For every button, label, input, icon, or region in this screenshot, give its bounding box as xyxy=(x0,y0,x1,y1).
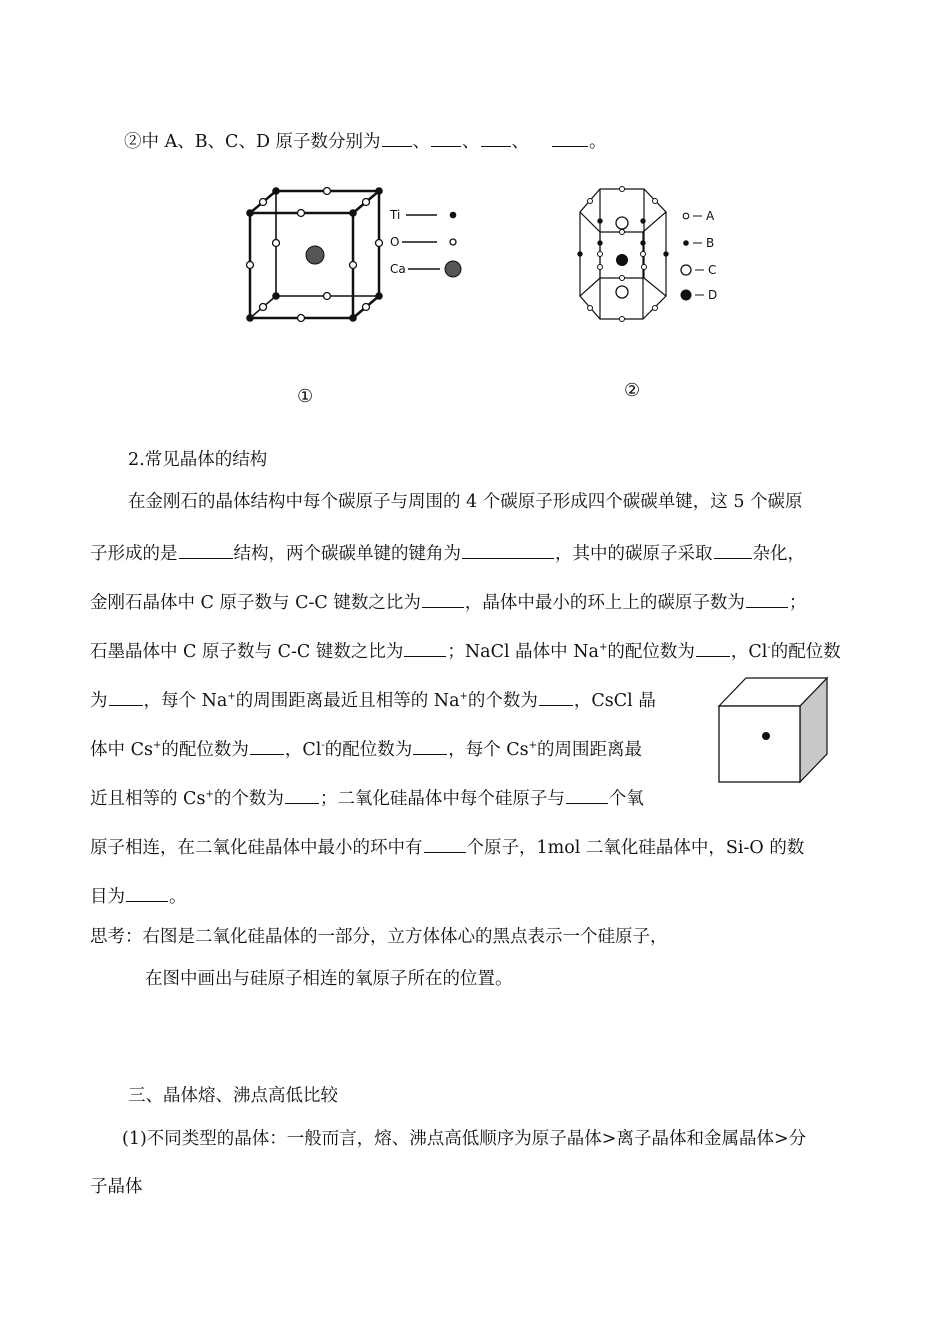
charge-plus: + xyxy=(205,789,214,800)
question-line xyxy=(124,128,607,154)
silicon-atom-dot xyxy=(762,732,770,740)
text-run: 石墨晶体中 C 原子数与 C-C 键数之比为 xyxy=(90,642,404,662)
text-run: 的配位数为 xyxy=(161,740,249,760)
answer-blank[interactable] xyxy=(714,540,752,559)
text-run: 个原子，1mol 二氧化硅晶体中，Si-O 的数 xyxy=(466,838,805,858)
text-run: 金刚石晶体中 C 原子数与 C-C 键数之比为 xyxy=(90,593,421,613)
text-run: ；二氧化硅晶体中每个硅原子与 xyxy=(319,789,565,809)
text-run: 子形成的是 xyxy=(90,544,178,564)
text-run: ，晶体中最小的环上上的碳原子数为 xyxy=(464,593,745,613)
paragraph-line xyxy=(90,736,642,762)
text-run: 体中 Cs xyxy=(90,740,153,760)
section2-title: 2.常见晶体的结构 xyxy=(128,450,268,470)
charge-plus: + xyxy=(227,691,236,702)
separator: 、 xyxy=(412,132,431,152)
paragraph-line xyxy=(90,638,841,664)
legend-ca xyxy=(390,261,461,277)
answer-blank[interactable] xyxy=(539,687,573,706)
paragraph-line xyxy=(128,490,803,514)
answer-blank[interactable] xyxy=(179,540,233,559)
paragraph-line: (1)不同类型的晶体：一般而言，熔、沸点高低顺序为原子晶体>离子晶体和金属晶体>分 xyxy=(122,1129,807,1149)
text-run: 近且相等的 Cs xyxy=(90,789,206,809)
text-run: ，其中的碳原子采取 xyxy=(555,544,713,564)
text-run: 在金刚石的晶体结构中每个碳原子与周围的 4 个碳原子形成四个碳碳单键，这 5 个碳原 xyxy=(128,492,803,512)
charge-plus: + xyxy=(152,740,162,751)
charge-plus: + xyxy=(528,740,538,751)
text-run: 原子相连，在二氧化硅晶体中最小的环中有 xyxy=(90,838,423,858)
paragraph-line xyxy=(90,883,187,909)
answer-blank[interactable] xyxy=(422,589,464,608)
text-run: ，每个 Cs xyxy=(448,740,529,760)
answer-blank[interactable] xyxy=(285,785,319,804)
silica-cube-figure xyxy=(718,674,838,784)
paragraph-line xyxy=(90,834,804,860)
text-run: 的配位数为 xyxy=(607,642,695,662)
legend-b-label: B xyxy=(706,236,715,250)
separator: 、 xyxy=(511,132,530,152)
answer-blank[interactable] xyxy=(696,638,730,657)
answer-blank[interactable] xyxy=(250,736,284,755)
answer-blank-b[interactable] xyxy=(431,128,461,147)
perovskite-cell-figure xyxy=(240,185,470,335)
legend-o xyxy=(390,235,456,249)
legend-d-label: D xyxy=(708,288,718,302)
text-run: 目为 xyxy=(90,887,125,907)
answer-blank[interactable] xyxy=(413,736,447,755)
section3-title: 三、晶体熔、沸点高低比较 xyxy=(128,1086,338,1106)
legend-c xyxy=(681,263,716,277)
answer-blank-c[interactable] xyxy=(481,128,511,147)
answer-blank[interactable] xyxy=(462,540,554,559)
text-run: 的周围距离最 xyxy=(537,740,643,760)
answer-blank-d[interactable] xyxy=(552,128,588,147)
text-run: 的配位数为 xyxy=(324,740,413,760)
paragraph-line xyxy=(90,540,805,566)
answer-blank[interactable] xyxy=(404,638,446,657)
answer-blank[interactable] xyxy=(424,834,466,853)
legend-b xyxy=(683,236,714,250)
answer-blank[interactable] xyxy=(566,785,608,804)
think-question-cont: 在图中画出与硅原子相连的氧原子所在的位置。 xyxy=(145,969,513,989)
legend-c-label: C xyxy=(708,263,717,277)
prism-cell-figure xyxy=(580,185,730,325)
answer-blank-a[interactable] xyxy=(382,128,412,147)
text-run: 结构，两个碳碳单键的键角为 xyxy=(233,544,461,564)
paragraph-line xyxy=(90,589,806,615)
legend-a xyxy=(683,209,715,223)
answer-blank[interactable] xyxy=(126,883,168,902)
text-run: ，Cl xyxy=(730,642,768,662)
legend-ti-label: Ti xyxy=(390,208,401,222)
charge-minus: - xyxy=(767,642,771,653)
text-run: ； xyxy=(788,593,807,613)
text-run: ，Cl xyxy=(284,740,322,760)
text-run: 的配位数 xyxy=(770,642,841,662)
figure1-caption: ① xyxy=(297,386,314,407)
legend-a-label: A xyxy=(706,209,715,223)
text-run: 为 xyxy=(90,691,108,711)
text-run: 。 xyxy=(169,887,187,907)
text-run: 的个数为 xyxy=(213,789,284,809)
charge-plus: + xyxy=(459,691,468,702)
paragraph-line xyxy=(90,785,644,811)
paragraph-line xyxy=(90,687,656,713)
charge-minus: - xyxy=(321,740,325,751)
legend-o-label: O xyxy=(390,235,400,249)
question-prefix: ②中 A、B、C、D 原子数分别为 xyxy=(124,132,381,152)
charge-plus: + xyxy=(598,642,608,653)
text-run: ；NaCl 晶体中 Na xyxy=(447,642,599,662)
text-run: 的个数为 xyxy=(467,691,538,711)
text-run: 个氧 xyxy=(608,789,644,809)
text-run: 的周围距离最近且相等的 Na xyxy=(235,691,460,711)
text-run: ，CsCl 晶 xyxy=(573,691,656,711)
think-question: 思考：右图是二氧化硅晶体的一部分，立方体体心的黑点表示一个硅原子， xyxy=(90,927,668,947)
figure2-caption: ② xyxy=(624,380,641,401)
line-end: 。 xyxy=(589,132,607,152)
legend-ca-label: Ca xyxy=(390,262,406,276)
answer-blank[interactable] xyxy=(746,589,788,608)
paragraph-line: 子晶体 xyxy=(90,1177,143,1197)
text-run: ，每个 Na xyxy=(143,691,228,711)
legend-ti xyxy=(389,208,456,222)
legend-d xyxy=(681,288,718,302)
answer-blank[interactable] xyxy=(109,687,143,706)
text-run: 杂化， xyxy=(752,544,805,564)
separator: 、 xyxy=(462,132,480,152)
